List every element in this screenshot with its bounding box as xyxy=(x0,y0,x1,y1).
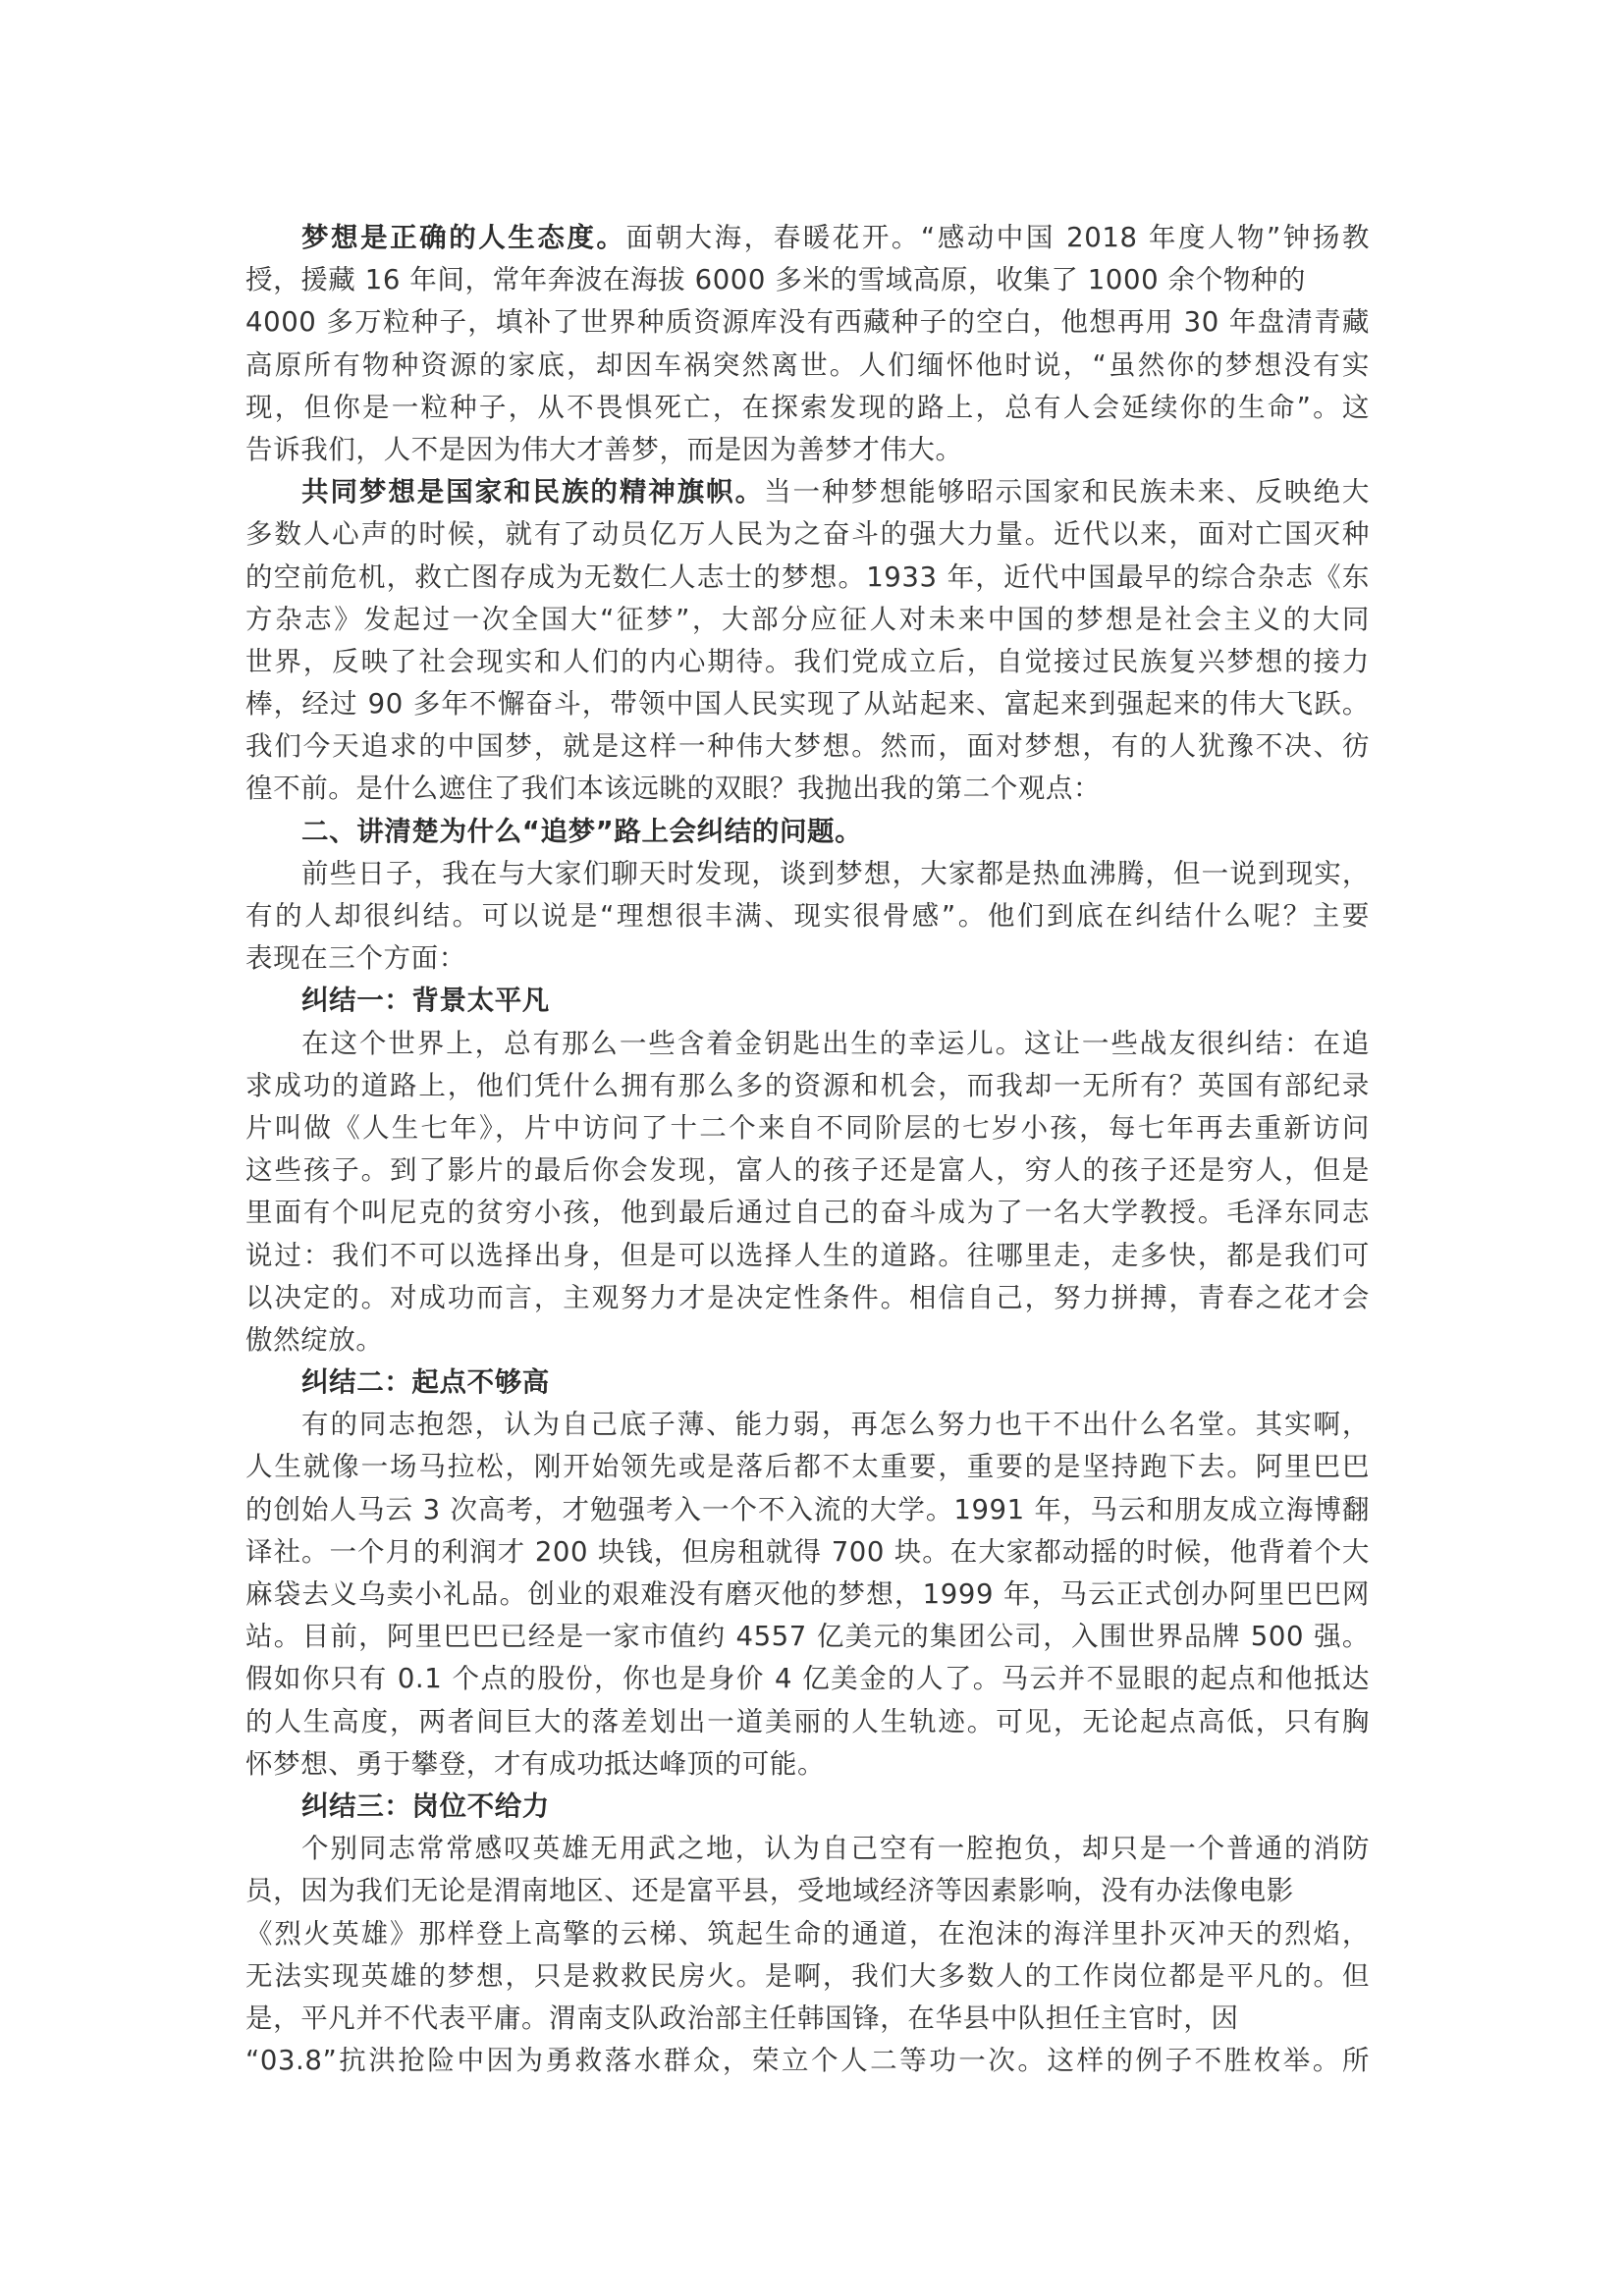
text-line: 怀梦想、勇于攀登，才有成功抵达峰顶的可能。 xyxy=(245,1747,826,1780)
text-line: “03.8”抗洪抢险中因为勇救落水群众，荣立个人二等功一次。这样的例子不胜枚举。所 xyxy=(245,2045,1370,2077)
paragraph-lead-bold: 共同梦想是国家和民族的精神旗帜。 xyxy=(301,476,765,508)
text-line: 个别同志常常感叹英雄无用武之地，认为自己空有一腔抱负，却只是一个普通的消防 xyxy=(301,1833,1370,1865)
text-line: 梦想是正确的人生态度。面朝大海，春暖花开。“感动中国 2018 年度人物”钟扬教 xyxy=(301,222,1370,253)
text-line: 站。目前，阿里巴巴已经是一家市值约 4557 亿美元的集团公司，入围世界品牌 500 强。 xyxy=(245,1621,1370,1653)
text-line: 片叫做《人生七年》，片中访问了十二个来自不同阶层的七岁小孩，每七年再去重新访问 xyxy=(245,1111,1370,1144)
text-line: 的空前危机，救亡图存成为无数仁人志士的梦想。1933 年，近代中国最早的综合杂志《东 xyxy=(245,561,1370,593)
text-line: 人生就像一场马拉松，刚开始领先或是落后都不太重要，重要的是坚持跑下去。阿里巴巴 xyxy=(245,1451,1370,1483)
text-line: 是，平凡并不代表平庸。渭南支队政治部主任韩国锋，在华县中队担任主官时，因 xyxy=(245,2002,1239,2034)
text-line: 员，因为我们无论是渭南地区、还是富平县，受地域经济等因素影响，没有办法像电影 xyxy=(245,1875,1294,1907)
paragraph-common-dream xyxy=(245,471,1370,811)
text-line: 世界，反映了社会现实和人们的内心期待。我们党成立后，自觉接过民族复兴梦想的接力 xyxy=(245,645,1370,677)
paragraph-struggle-one xyxy=(245,1023,1370,1362)
paragraph-intro-struggles xyxy=(245,853,1370,981)
document-page xyxy=(245,217,1370,2082)
text-line: 棒，经过 90 多年不懈奋斗，带领中国人民实现了从站起来、富起来到强起来的伟大飞跃。 xyxy=(245,688,1370,721)
text-line: 现，但你是一粒种子，从不畏惧死亡，在探索发现的路上，总有人会延续你的生命”。这 xyxy=(245,391,1370,423)
text-line: 告诉我们，人不是因为伟大才善梦，而是因为善梦才伟大。 xyxy=(245,433,963,465)
text-line: 有的人却很纠结。可以说是“理想很丰满、现实很骨感”。他们到底在纠结什么呢？主要 xyxy=(245,900,1370,932)
subheading-struggle-one: 纠结一：背景太平凡 xyxy=(301,985,550,1017)
text-line: 我们今天追求的中国梦，就是这样一种伟大梦想。然而，面对梦想，有的人犹豫不决、彷 xyxy=(245,730,1370,763)
text-line: 这些孩子。到了影片的最后你会发现，富人的孩子还是富人，穷人的孩子还是穷人，但是 xyxy=(245,1154,1370,1187)
text-line: 无法实现英雄的梦想，只是救救民房火。是啊，我们大多数人的工作岗位都是平凡的。但 xyxy=(245,1959,1370,1992)
text-line: 麻袋去义乌卖小礼品。创业的艰难没有磨灭他的梦想，1999 年，马云正式创办阿里巴巴网 xyxy=(245,1578,1370,1610)
text-line: 多数人心声的时候，就有了动员亿万人民为之奋斗的强大力量。近代以来，面对亡国灭种 xyxy=(245,518,1370,551)
text-line: 《烈火英雄》那样登上高擎的云梯、筑起生命的通道，在泡沫的海洋里扑灭冲天的烈焰， xyxy=(245,1917,1370,1949)
paragraph-struggle-three xyxy=(245,1828,1370,2082)
paragraph-lead-bold: 梦想是正确的人生态度。 xyxy=(301,222,626,253)
text-line: 有的同志抱怨，认为自己底子薄、能力弱，再怎么努力也干不出什么名堂。其实啊， xyxy=(301,1409,1370,1441)
text-line: 译社。一个月的利润才 200 块钱，但房租就得 700 块。在大家都动摇的时候，他背着个大 xyxy=(245,1535,1370,1568)
text-line: 徨不前。是什么遮住了我们本该远眺的双眼？我抛出我的第二个观点： xyxy=(245,773,1102,805)
text-line: 假如你只有 0.1 个点的股份，你也是身价 4 亿美金的人了。马云并不显眼的起点和他抵达 xyxy=(245,1663,1370,1695)
subheading-struggle-three: 纠结三：岗位不给力 xyxy=(301,1789,550,1822)
text-line: 说过：我们不可以选择出身，但是可以选择人生的道路。往哪里走，走多快，都是我们可 xyxy=(245,1239,1370,1271)
text-line: 傲然绽放。 xyxy=(245,1323,384,1356)
text-line: 共同梦想是国家和民族的精神旗帜。当一种梦想能够昭示国家和民族未来、反映绝大 xyxy=(301,476,1370,508)
text-line: 求成功的道路上，他们凭什么拥有那么多的资源和机会，而我却一无所有？英国有部纪录 xyxy=(245,1069,1370,1101)
paragraph-struggle-two xyxy=(245,1404,1370,1786)
subheading-struggle-two: 纠结二：起点不够高 xyxy=(301,1366,550,1399)
section-heading-two: 二、讲清楚为什么“追梦”路上会纠结的问题。 xyxy=(301,815,863,847)
text-line: 4000 多万粒种子，填补了世界种质资源库没有西藏种子的空白，他想再用 30 年盘清青藏 xyxy=(245,306,1370,339)
text-line: 里面有个叫尼克的贫穷小孩，他到最后通过自己的奋斗成为了一名大学教授。毛泽东同志 xyxy=(245,1197,1370,1229)
text-line: 表现在三个方面： xyxy=(245,942,466,975)
text-line: 以决定的。对成功而言，主观努力才是决定性条件。相信自己，努力拼搏，青春之花才会 xyxy=(245,1281,1370,1313)
text-line: 授，援藏 16 年间，常年奔波在海拔 6000 多米的雪域高原，收集了 1000 余个物种的 xyxy=(245,264,1307,296)
paragraph-dream-attitude xyxy=(245,217,1370,471)
text-line: 的创始人马云 3 次高考，才勉强考入一个不入流的大学。1991 年，马云和朋友成立海博翻 xyxy=(245,1493,1370,1525)
text-line: 方杂志》发起过一次全国大“征梦”，大部分应征人对未来中国的梦想是社会主义的大同 xyxy=(245,603,1370,635)
text-line: 前些日子，我在与大家们聊天时发现，谈到梦想，大家都是热血沸腾，但一说到现实， xyxy=(301,857,1370,889)
text-line: 在这个世界上，总有那么一些含着金钥匙出生的幸运儿。这让一些战友很纠结：在追 xyxy=(301,1027,1370,1059)
text-line: 高原所有物种资源的家底，却因车祸突然离世。人们缅怀他时说，“虽然你的梦想没有实 xyxy=(245,348,1370,381)
text-line: 的人生高度，两者间巨大的落差划出一道美丽的人生轨迹。可见，无论起点高低，只有胸 xyxy=(245,1705,1370,1737)
